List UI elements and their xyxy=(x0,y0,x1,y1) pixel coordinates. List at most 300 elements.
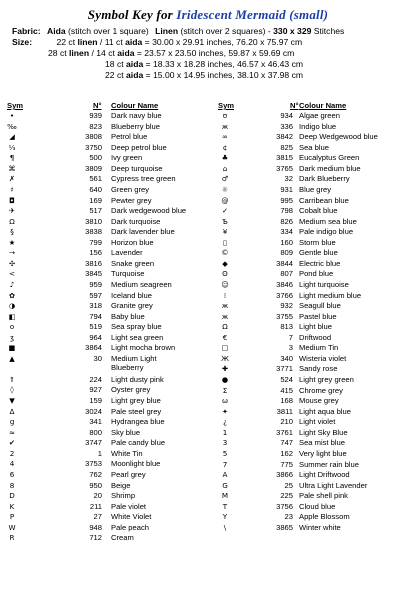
colour-name: Dark turquoise xyxy=(111,216,161,226)
colour-name: Blue grey xyxy=(299,184,332,194)
thread-number: 3771 xyxy=(276,364,293,374)
thread-number: 334 xyxy=(280,227,293,237)
symbol-glyph: W xyxy=(8,522,16,532)
list-item xyxy=(0,291,416,300)
list-item xyxy=(0,322,416,331)
thread-number: 23 xyxy=(284,512,293,522)
colour-name: Horizon blue xyxy=(111,237,154,247)
colour-name: Green grey xyxy=(111,184,149,194)
colour-name: Pale candy blue xyxy=(111,438,166,448)
list-item xyxy=(0,206,416,215)
symbol-glyph: 6 xyxy=(9,469,15,479)
thread-number: 3755 xyxy=(276,311,293,321)
symbol-glyph: ≈ xyxy=(8,427,16,437)
size-2b: linen xyxy=(69,48,90,58)
colour-name: Light dusty pink xyxy=(111,374,164,384)
size-1a: 22 ct xyxy=(56,37,78,47)
colour-name: Medium Light xyxy=(111,353,157,363)
symbol-glyph: ■ xyxy=(8,343,16,353)
thread-number: 3750 xyxy=(85,142,102,152)
thread-number: 160 xyxy=(280,237,293,247)
colour-name: Electric blue xyxy=(299,258,341,268)
symbol-glyph: ¥ xyxy=(222,227,228,237)
header-name-left: Colour Name xyxy=(111,101,159,110)
symbol-glyph: R xyxy=(9,533,15,543)
symbol-glyph: ¿ xyxy=(223,417,227,427)
colour-name: Mouse grey xyxy=(299,396,339,406)
thread-number: 800 xyxy=(89,427,102,437)
colour-name: Hydrangea blue xyxy=(111,417,165,427)
thread-number: 3761 xyxy=(276,427,293,437)
list-item xyxy=(0,512,416,521)
symbol-glyph: ◆ xyxy=(222,258,228,268)
header-sym-left: Sym xyxy=(7,101,24,110)
thread-number: 931 xyxy=(280,184,293,194)
size-2e: = 23.57 x 23.50 inches, 59.87 x 59.69 cm xyxy=(134,48,295,58)
symbol-glyph: ж xyxy=(221,121,229,131)
colour-name: Indigo blue xyxy=(299,121,337,131)
symbol-glyph: ⇑ xyxy=(8,374,16,384)
list-item xyxy=(0,111,416,120)
symbol-glyph: ⌘ xyxy=(8,163,16,173)
colour-name: Light grey blue xyxy=(111,396,161,405)
list-item xyxy=(0,460,416,469)
thread-number: 747 xyxy=(280,438,293,448)
colour-name: Baby blue xyxy=(111,311,145,321)
thread-number: 798 xyxy=(280,206,293,215)
list-item xyxy=(0,438,416,447)
symbol-glyph: ¶ xyxy=(9,153,15,163)
list-item xyxy=(0,227,416,236)
colour-name: Dark lavender blue xyxy=(111,227,175,237)
thread-number: 813 xyxy=(280,322,293,332)
header-num-right: N° xyxy=(290,101,299,110)
symbol-glyph: 3 xyxy=(222,438,228,448)
fabric-aida-desc: (stitch over 1 square) xyxy=(65,26,149,36)
colour-name: Gentle blue xyxy=(299,248,338,258)
thread-number: 3809 xyxy=(85,163,102,173)
fabric-stitches: 330 x 329 xyxy=(273,26,312,36)
size-label: Size: xyxy=(12,37,33,47)
colour-name: Deep turquoise xyxy=(111,163,163,173)
symbol-glyph: □ xyxy=(221,343,229,353)
thread-number: 3842 xyxy=(276,132,293,142)
thread-number: 3815 xyxy=(276,153,293,163)
symbol-glyph: ◘ xyxy=(9,195,15,205)
colour-name: White Tin xyxy=(111,448,143,458)
thread-number: 32 xyxy=(284,174,293,184)
symbol-glyph: ⁞ xyxy=(223,290,227,300)
symbol-glyph: T xyxy=(222,501,228,511)
symbol-glyph: D xyxy=(9,491,15,500)
colour-name: Medium seagreen xyxy=(111,280,172,289)
list-item xyxy=(0,143,416,152)
thread-number: 27 xyxy=(93,512,102,522)
symbol-glyph: K xyxy=(9,501,15,511)
colour-name: Seagull blue xyxy=(299,301,341,311)
symbol-glyph: ✈ xyxy=(8,206,16,215)
size-4b: aida xyxy=(126,70,144,80)
colour-name: Summer rain blue xyxy=(299,459,359,469)
thread-number: 156 xyxy=(89,248,102,258)
symbol-glyph: < xyxy=(8,269,16,279)
thread-number: 948 xyxy=(89,522,102,532)
symbol-glyph: 5 xyxy=(222,448,228,458)
colour-name: Cypress tree green xyxy=(111,174,176,184)
symbol-glyph: o xyxy=(9,322,15,332)
symbol-glyph: ● xyxy=(221,375,229,384)
colour-name: Beige xyxy=(111,480,131,490)
thread-number: 3 xyxy=(288,343,293,353)
list-item xyxy=(0,502,416,511)
thread-number: 939 xyxy=(89,111,102,120)
symbol-glyph: Ω xyxy=(9,216,15,226)
colour-name: Light grey green xyxy=(299,375,354,384)
colour-name: Sandy rose xyxy=(299,364,338,374)
thread-number: 210 xyxy=(280,417,293,427)
colour-name: Turquoise xyxy=(111,269,145,279)
symbol-glyph: ♯ xyxy=(10,184,14,194)
list-item xyxy=(0,238,416,247)
symbol-glyph: ♂ xyxy=(221,174,229,184)
symbol-glyph: Y xyxy=(222,512,228,522)
thread-number: 825 xyxy=(280,142,293,152)
symbol-glyph: ▼ xyxy=(9,396,15,405)
thread-number: 932 xyxy=(280,301,293,311)
colour-name: Moonlight blue xyxy=(111,459,161,469)
colour-name: Winter white xyxy=(299,522,341,532)
colour-name: Pale shell pink xyxy=(299,491,348,501)
colour-name: Cream xyxy=(111,533,134,543)
symbol-glyph: ◑ xyxy=(8,301,16,311)
list-item xyxy=(0,333,416,342)
symbol-glyph: ✗ xyxy=(8,174,16,184)
thread-number: 794 xyxy=(89,311,102,321)
colour-name-continued: Blueberry xyxy=(111,362,144,372)
fabric-linen-desc: (stitch over 2 squares) - xyxy=(178,26,274,36)
thread-number: 500 xyxy=(89,153,102,163)
colour-name: Storm blue xyxy=(299,237,336,247)
list-item xyxy=(0,312,416,321)
thread-number: 3765 xyxy=(276,163,293,173)
size-2a: 28 ct xyxy=(48,48,70,58)
thread-number: 3024 xyxy=(85,406,102,416)
colour-name: White Violet xyxy=(111,512,152,522)
symbol-glyph: ∞ xyxy=(222,132,228,142)
symbol-glyph: ◧ xyxy=(8,311,16,321)
colour-name: Light blue xyxy=(299,322,332,332)
thread-number: 762 xyxy=(89,469,102,479)
thread-number: 1 xyxy=(97,448,102,458)
symbol-glyph: P xyxy=(9,512,15,522)
symbol-glyph: ✣ xyxy=(8,258,16,268)
symbol-glyph: Ж xyxy=(221,353,229,363)
symbol-glyph: € xyxy=(222,332,228,342)
thread-number: 3810 xyxy=(85,216,102,226)
symbol-glyph: ✓ xyxy=(221,206,229,215)
size-line-3 xyxy=(105,59,303,69)
colour-name: Iceland blue xyxy=(111,290,152,300)
colour-name: Sea mist blue xyxy=(299,438,346,448)
colour-name: Cloud blue xyxy=(299,501,336,511)
symbol-glyph: ʘ xyxy=(222,269,228,279)
colour-name: Pale indigo blue xyxy=(299,227,354,237)
colour-name: Lavender xyxy=(111,248,143,258)
colour-name: Deep Wedgewood blue xyxy=(299,132,378,142)
colour-name: Pale peach xyxy=(111,522,149,532)
thread-number: 224 xyxy=(89,374,102,384)
thread-number: 823 xyxy=(89,121,102,131)
symbol-glyph: ◢ xyxy=(9,132,15,142)
list-item xyxy=(0,364,416,373)
thread-number: 519 xyxy=(89,322,102,332)
symbol-glyph: ∆ xyxy=(9,406,15,416)
colour-name: Chrome grey xyxy=(299,385,343,395)
thread-number: 159 xyxy=(89,396,102,405)
colour-name: Wisteria violet xyxy=(299,353,347,363)
size-3a: 18 ct xyxy=(105,59,127,69)
page-title xyxy=(0,7,416,23)
thread-number: 3747 xyxy=(85,438,102,448)
symbol-glyph: ✿ xyxy=(8,290,16,300)
colour-name: Dark navy blue xyxy=(111,111,162,120)
thread-number: 341 xyxy=(89,417,102,427)
symbol-glyph: @ xyxy=(221,195,229,205)
list-item xyxy=(0,343,416,352)
symbol-glyph: Ѣ xyxy=(222,216,228,226)
symbol-glyph: ☺ xyxy=(221,280,229,289)
thread-number: 995 xyxy=(280,195,293,205)
symbol-glyph: ☼ xyxy=(221,184,229,194)
header-sym-right: Sym xyxy=(218,101,235,110)
colour-name: Light mocha brown xyxy=(111,343,176,353)
list-item xyxy=(0,196,416,205)
colour-name: Dark wedgewood blue xyxy=(111,206,187,215)
thread-number: 3864 xyxy=(85,343,102,353)
colour-name: Snake green xyxy=(111,258,155,268)
thread-number: 7 xyxy=(288,332,293,342)
list-item xyxy=(0,417,416,426)
list-item xyxy=(0,470,416,479)
fabric-label: Fabric: xyxy=(12,26,41,36)
list-item xyxy=(0,407,416,416)
size-4c: = 15.00 x 14.95 inches, 38.10 x 37.98 cm xyxy=(143,70,304,80)
thread-number: 340 xyxy=(280,353,293,363)
colour-name: Ultra Light Lavender xyxy=(299,480,368,490)
thread-number: 927 xyxy=(89,385,102,395)
thread-number: 415 xyxy=(280,385,293,395)
colour-name: Light turquoise xyxy=(299,280,349,289)
fabric-line xyxy=(12,26,344,36)
thread-number: 524 xyxy=(280,375,293,384)
colour-name: Pastel blue xyxy=(299,311,337,321)
colour-name: Very light blue xyxy=(299,448,347,458)
thread-number: 318 xyxy=(89,301,102,311)
thread-number: 30 xyxy=(93,353,102,363)
size-2d: aida xyxy=(117,48,135,58)
list-item xyxy=(0,375,416,384)
symbol-glyph: Ω xyxy=(222,322,228,332)
symbol-glyph: © xyxy=(221,248,229,258)
fabric-aida: Aida xyxy=(47,26,66,36)
thread-number: 3811 xyxy=(276,406,293,416)
list-item xyxy=(0,185,416,194)
symbol-glyph: • xyxy=(9,111,15,120)
size-1d: aida xyxy=(125,37,143,47)
size-3c: = 18.33 x 18.28 inches, 46.57 x 46.43 cm xyxy=(143,59,304,69)
fabric-stitches-label: Stitches xyxy=(311,26,345,36)
symbol-glyph: ✦ xyxy=(221,406,229,416)
colour-name: Eucalyptus Green xyxy=(299,153,360,163)
header-num-left: N° xyxy=(93,101,102,110)
colour-name: Pale violet xyxy=(111,501,147,511)
colour-name: Apple Blossom xyxy=(299,512,350,522)
size-3b: aida xyxy=(126,59,144,69)
size-1e: = 30.00 x 29.91 inches, 76.20 x 75.97 cm xyxy=(142,37,303,47)
size-line-2 xyxy=(48,48,294,58)
size-2c: / 14 ct xyxy=(89,48,118,58)
symbol-glyph: ω xyxy=(221,396,229,406)
thread-number: 561 xyxy=(89,174,102,184)
thread-number: 640 xyxy=(89,184,102,194)
colour-name: Shrimp xyxy=(111,491,136,500)
fabric-linen: Linen xyxy=(155,26,179,36)
symbol-glyph: 2 xyxy=(9,448,15,458)
list-item xyxy=(0,523,416,532)
list-item xyxy=(0,533,416,542)
thread-number: 964 xyxy=(89,332,102,342)
colour-name: Pewter grey xyxy=(111,195,152,205)
thread-number: 597 xyxy=(89,290,102,300)
colour-name: Blueberry blue xyxy=(111,121,160,131)
colour-name: Petrol blue xyxy=(111,132,148,142)
symbol-glyph: ‰ xyxy=(7,121,17,131)
colour-name: Pond blue xyxy=(299,269,334,279)
thread-number: 3756 xyxy=(276,501,293,511)
colour-name: Oyster grey xyxy=(111,385,151,395)
colour-name: Medium sea blue xyxy=(299,216,357,226)
symbol-glyph: § xyxy=(10,227,14,237)
thread-number: 3753 xyxy=(85,459,102,469)
list-item xyxy=(0,428,416,437)
header-name-right: Colour Name xyxy=(299,101,347,110)
list-item xyxy=(0,396,416,405)
thread-number: 712 xyxy=(89,533,102,543)
thread-number: 3816 xyxy=(85,258,102,268)
list-item xyxy=(0,122,416,131)
thread-number: 20 xyxy=(93,491,102,500)
title-pattern-name: Iridescent Mermaid (small) xyxy=(176,7,329,22)
colour-name: Light sea green xyxy=(111,332,164,342)
symbol-glyph: ✔ xyxy=(8,438,16,448)
thread-number: 3844 xyxy=(276,258,293,268)
thread-number: 162 xyxy=(280,448,293,458)
symbol-glyph: 1 xyxy=(222,427,228,437)
colour-name: Light aqua blue xyxy=(299,406,351,416)
colour-name: Dark Blueberry xyxy=(299,174,350,184)
symbol-glyph: 8 xyxy=(9,480,15,490)
colour-name: Algae green xyxy=(299,111,340,120)
symbol-glyph: ʊ xyxy=(222,111,228,120)
symbol-glyph: A xyxy=(222,470,228,479)
symbol-glyph: ¢ xyxy=(222,142,228,152)
thread-number: 336 xyxy=(280,121,293,131)
thread-number: 809 xyxy=(280,248,293,258)
size-1b: linen xyxy=(77,37,98,47)
colour-name: Sea spray blue xyxy=(111,322,162,332)
size-4a: 22 ct xyxy=(105,70,127,80)
symbol-glyph: ⌂ xyxy=(222,163,228,173)
symbol-glyph: ◊ xyxy=(10,385,14,395)
title-part1: Symbol Key for xyxy=(87,7,177,22)
list-item xyxy=(0,301,416,310)
colour-name: Dark medium blue xyxy=(299,163,361,173)
colour-name: Carribean blue xyxy=(299,195,349,205)
colour-name: Sea blue xyxy=(299,142,329,152)
symbol-glyph: 4 xyxy=(9,459,15,469)
thread-number: 807 xyxy=(280,269,293,279)
symbol-glyph: M xyxy=(221,491,229,501)
symbol-glyph: → xyxy=(8,248,16,258)
size-line-1 xyxy=(12,37,302,47)
thread-number: 517 xyxy=(89,206,102,215)
symbol-glyph: Σ xyxy=(222,385,228,395)
thread-number: 169 xyxy=(89,195,102,205)
symbol-glyph: g xyxy=(9,417,15,427)
colour-name: Light medium blue xyxy=(299,290,362,300)
colour-name: Medium Tin xyxy=(299,343,339,353)
thread-number: 775 xyxy=(280,459,293,469)
colour-name: Cobalt blue xyxy=(299,206,338,215)
list-item xyxy=(0,491,416,500)
symbol-glyph: ▯ xyxy=(223,237,227,247)
colour-name: Pale steel grey xyxy=(111,406,162,416)
list-item xyxy=(0,354,416,363)
list-item xyxy=(0,248,416,257)
thread-number: 3766 xyxy=(276,290,293,300)
list-item xyxy=(0,259,416,268)
symbol-glyph: ♣ xyxy=(221,153,229,163)
colour-name: Granite grey xyxy=(111,301,153,311)
symbol-glyph: ж xyxy=(221,301,229,311)
colour-name: Driftwood xyxy=(299,332,332,342)
list-item xyxy=(0,269,416,278)
thread-number: 3846 xyxy=(276,280,293,289)
thread-number: 950 xyxy=(89,480,102,490)
symbol-glyph: ⅓ xyxy=(8,142,16,152)
colour-name: Light Sky Blue xyxy=(299,427,348,437)
list-item xyxy=(0,153,416,162)
symbol-glyph: ж xyxy=(221,311,229,321)
colour-name: Pearl grey xyxy=(111,469,146,479)
thread-number: 934 xyxy=(280,111,293,120)
thread-number: 3866 xyxy=(276,470,293,479)
list-item xyxy=(0,132,416,141)
thread-number: 3808 xyxy=(85,132,102,142)
thread-number: 3845 xyxy=(85,269,102,279)
size-line-4 xyxy=(105,70,303,80)
thread-number: 826 xyxy=(280,216,293,226)
list-item xyxy=(0,386,416,395)
colour-name: Deep petrol blue xyxy=(111,142,167,152)
symbol-glyph: \ xyxy=(223,522,227,532)
symbol-glyph: ♪ xyxy=(9,280,15,289)
list-item xyxy=(0,280,416,289)
thread-number: 168 xyxy=(280,396,293,406)
colour-name: Sky blue xyxy=(111,427,141,437)
list-item xyxy=(0,449,416,458)
thread-number: 25 xyxy=(284,480,293,490)
